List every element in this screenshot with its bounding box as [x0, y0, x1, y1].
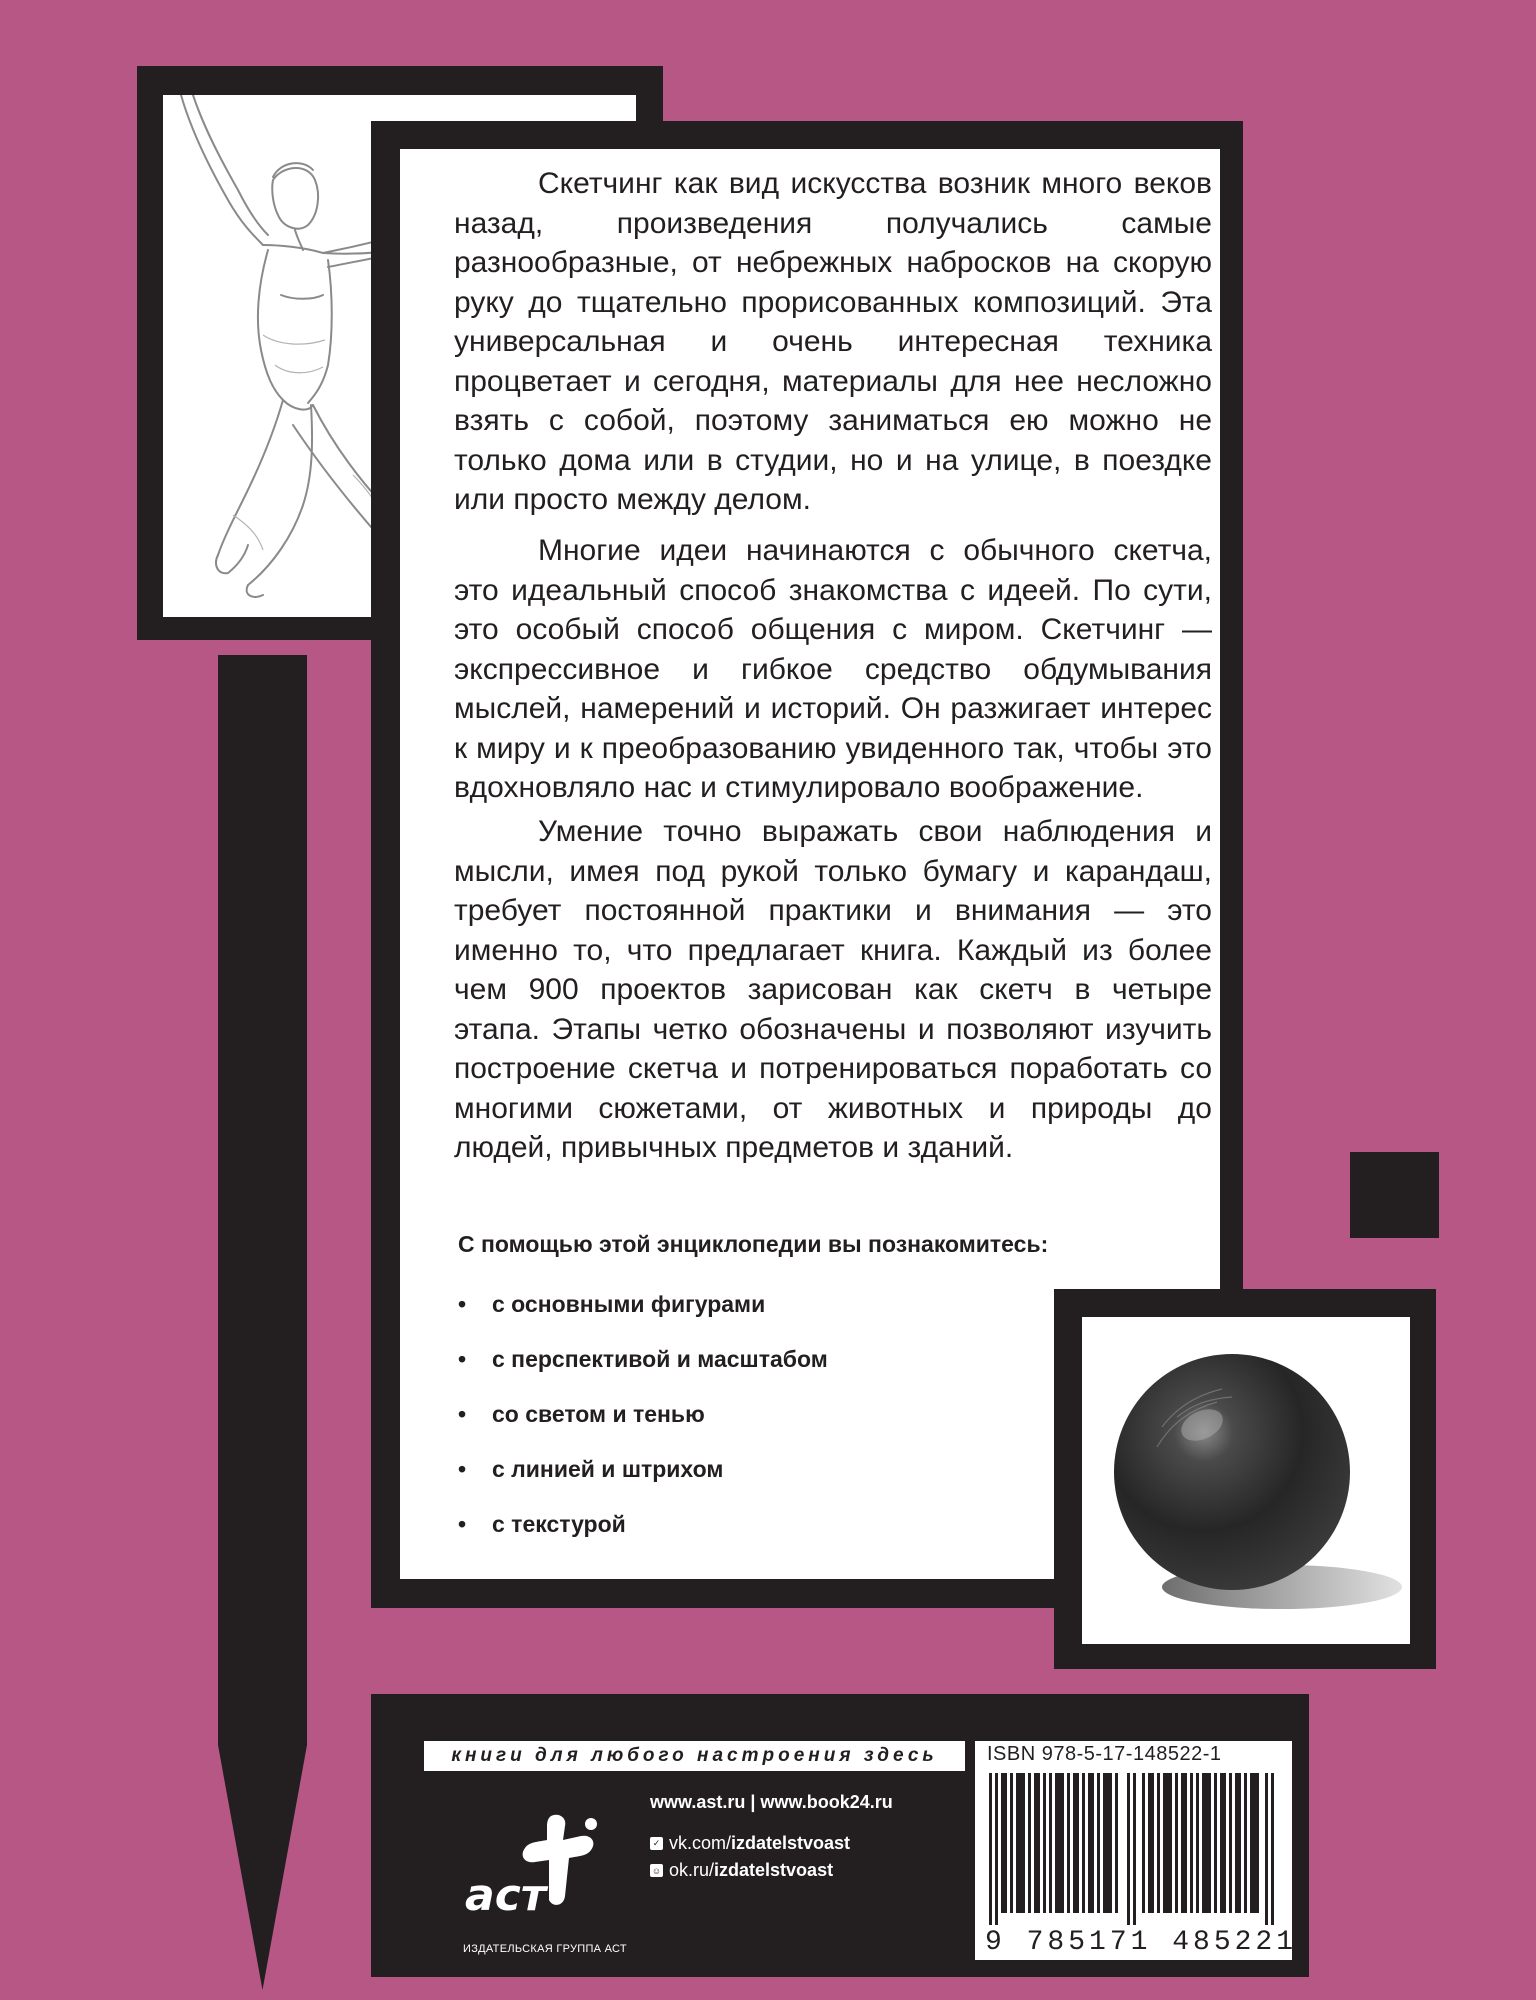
list-item — [458, 1291, 828, 1346]
barcode-box — [975, 1741, 1298, 1960]
topic-label: с линией и штрихом — [492, 1456, 724, 1482]
publisher-logo — [463, 1806, 627, 1956]
list-item — [458, 1511, 828, 1566]
bullet-icon: • — [458, 1346, 467, 1372]
bullet-icon: • — [458, 1401, 467, 1427]
ok-prefix: ok.ru/ — [669, 1860, 715, 1880]
pencil-tip-icon — [218, 1745, 307, 1990]
list-item — [458, 1346, 828, 1401]
list-item — [458, 1456, 828, 1511]
topic-label: с перспективой и масштабом — [492, 1346, 828, 1372]
vk-link[interactable] — [650, 1833, 850, 1854]
logo-wordmark: аст — [465, 1870, 547, 1921]
topics-title: С помощью этой энциклопедии вы познакомитесь: — [458, 1231, 1049, 1257]
bullet-icon: • — [458, 1456, 467, 1482]
slogan-banner: книги для любого настроения здесь — [424, 1741, 965, 1771]
topic-label: с основными фигурами — [492, 1291, 766, 1317]
vk-prefix: vk.com/ — [669, 1833, 732, 1853]
vk-handle: izdatelstvoast — [731, 1833, 851, 1853]
bullet-icon: • — [458, 1291, 467, 1317]
publisher-footer — [371, 1694, 1309, 1977]
ast-logo-icon — [463, 1806, 623, 1936]
intro-paragraph-3: Умение точно выражать свои наблюдения и мысли, имея под рукой только бумагу и карандаш, требует постоянной практики и внимания — это именно то, что предлагает книга. Каждый из более чем 900 проектов зарисован как скетч в четыре этапа. Этапы четко обозначены и позволяют изучить построение скетча и потренироваться поработать со многими сюжетами, от животных и природы до людей, привычных предметов и зданий. — [454, 815, 1212, 1164]
sphere-drawing — [1082, 1317, 1410, 1644]
isbn-number: ISBN 978-5-17-148522-1 — [987, 1743, 1222, 1765]
topic-label: с текстурой — [492, 1511, 626, 1537]
barcode-digits: 9 785171 485221 — [985, 1927, 1298, 1958]
decorative-square — [1350, 1152, 1439, 1238]
ok-handle: izdatelstvoast — [714, 1860, 834, 1880]
vk-icon: ✓ — [650, 1837, 663, 1850]
intro-paragraph-2: Многие идеи начинаются с обычного скетча, это идеальный способ знакомства с идеей. По сути, это особый способ общения с миром. Скетчинг — экспрессивное и гибкое средство обдумывания мыслей, намерений и историй. Он разжигает интерес к миру и к преобразованию увиденного так, чтобы это вдохновляло нас и стимулировало воображение. — [454, 534, 1212, 804]
ok-icon: ☺ — [651, 1865, 662, 1876]
topics-list — [458, 1291, 828, 1566]
topic-label: со светом и тенью — [492, 1401, 705, 1427]
bullet-icon: • — [458, 1511, 467, 1537]
sphere-sketch-illustration — [1082, 1317, 1410, 1644]
pencil-body — [218, 655, 307, 1745]
website-links[interactable]: www.ast.ru | www.book24.ru — [650, 1792, 893, 1812]
ok-link[interactable] — [650, 1860, 833, 1881]
intro-paragraph-1: Скетчинг как вид искусства возник много веков назад, произведения получались самые разнообразные, от небрежных набросков на скорую руку до тщательно прорисованных композиций. Эта универсальная и очень интересная техника процветает и сегодня, материалы для нее несложно взять с собой, поэтому заниматься ею можно не только дома или в студии, но и на улице, в поездке или просто между делом. — [454, 167, 1212, 516]
barcode-icon — [985, 1773, 1283, 1925]
publisher-label: ИЗДАТЕЛЬСКАЯ ГРУППА АСТ — [463, 1943, 627, 1955]
list-item — [458, 1401, 828, 1456]
